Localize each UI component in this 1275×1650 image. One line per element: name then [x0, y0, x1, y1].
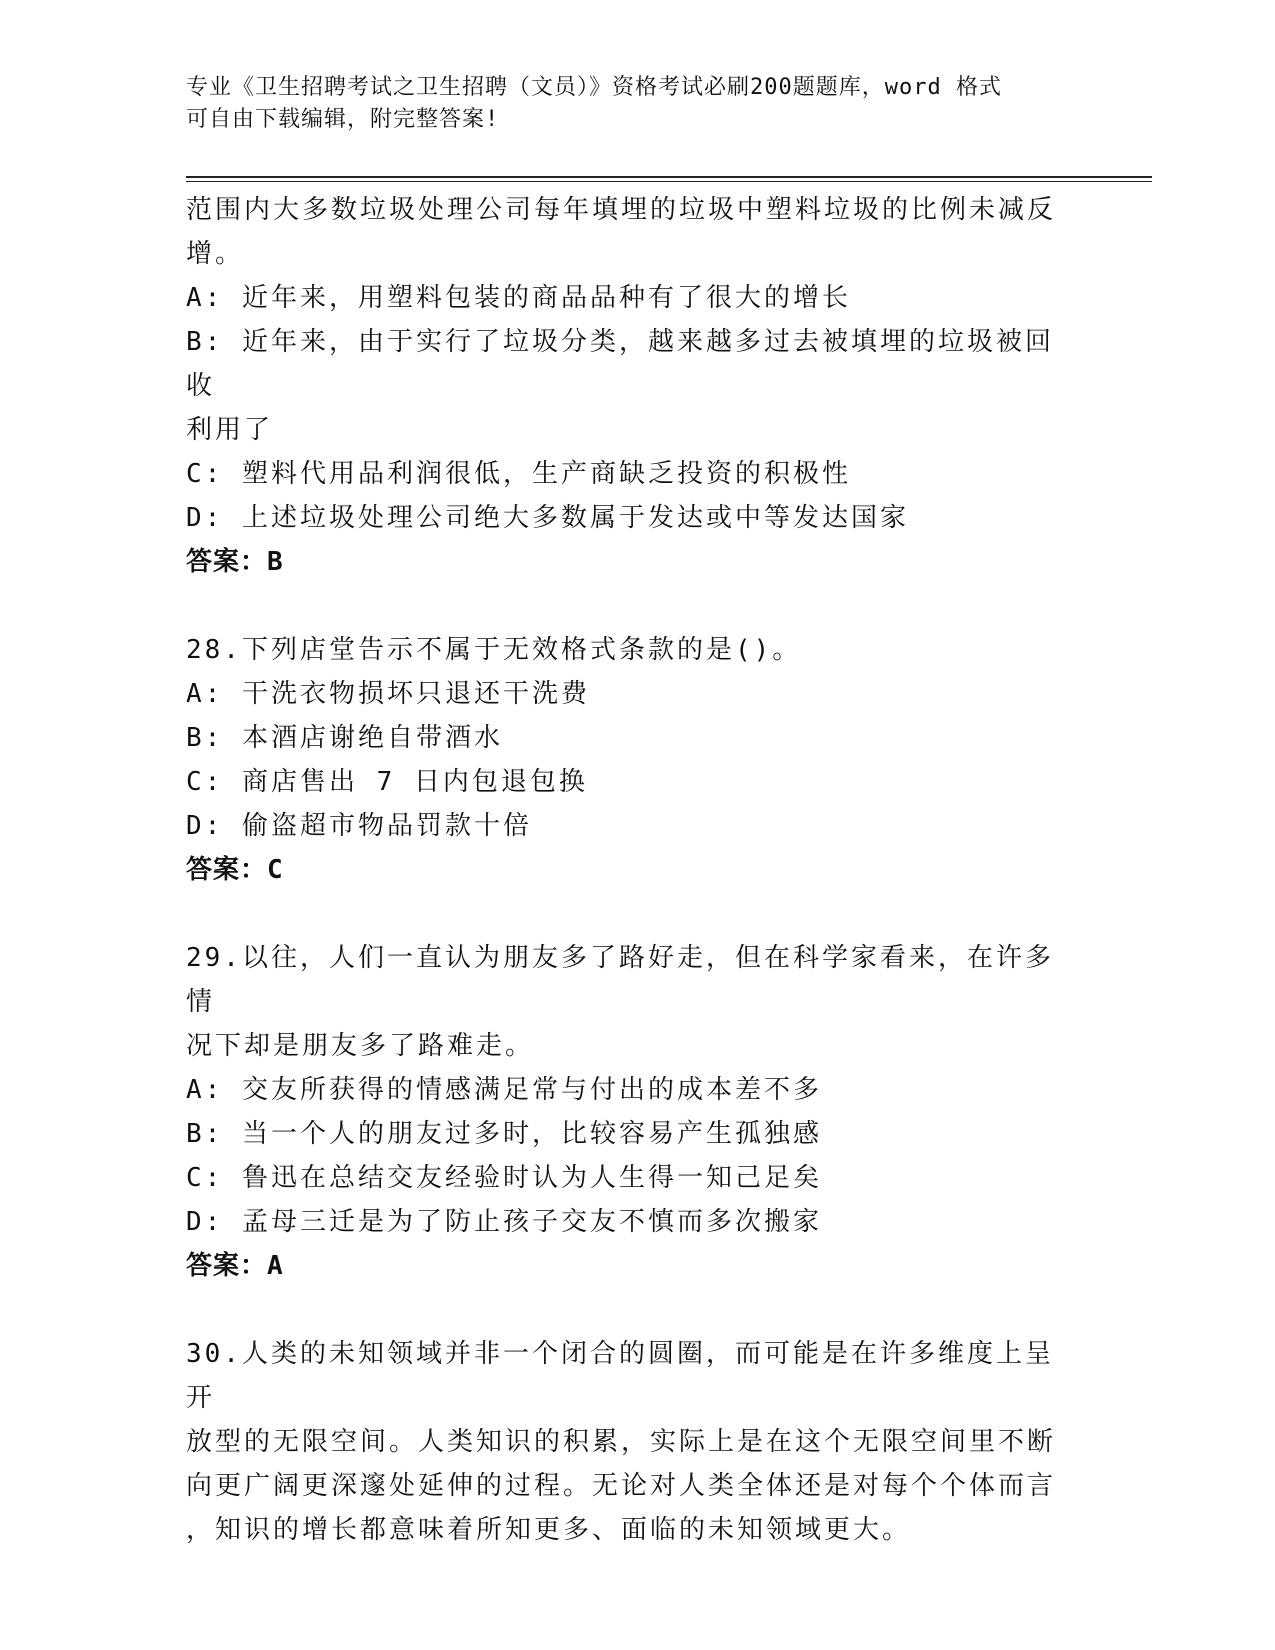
- question-text: 29.以往，人们一直认为朋友多了路好走，但在科学家看来，在许多情: [186, 943, 1054, 1017]
- answer: 答案：A: [186, 1251, 284, 1281]
- spacer: [186, 584, 1066, 628]
- document-body: [186, 188, 1066, 1552]
- option-a: A: 干洗衣物损坏只退还干洗费: [186, 679, 590, 709]
- spacer: [186, 1288, 1066, 1332]
- question-text: 30.人类的未知领域并非一个闭合的圆圈，而可能是在许多维度上呈开: [186, 1339, 1054, 1413]
- option-a: A: 近年来，用塑料包装的商品品种有了很大的增长: [186, 283, 851, 313]
- option-c: C: 商店售出 7 日内包退包换: [186, 767, 588, 797]
- header-divider-thick: [186, 176, 1152, 178]
- option-c: C: 塑料代用品利润很低，生产商缺乏投资的积极性: [186, 459, 851, 489]
- question-text: ，知识的增长都意味着所知更多、面临的未知领域更大。: [186, 1515, 912, 1545]
- option-d: D: 上述垃圾处理公司绝大多数属于发达或中等发达国家: [186, 503, 909, 533]
- question-27: [186, 188, 1066, 584]
- option-b: B: 本酒店谢绝自带酒水: [186, 723, 503, 753]
- question-text: 28.下列店堂告示不属于无效格式条款的是()。: [186, 635, 802, 665]
- header-line-2: 可自由下载编辑，附完整答案!: [186, 107, 500, 132]
- header-divider-thin: [186, 181, 1152, 182]
- question-28: [186, 628, 1066, 892]
- question-29: [186, 936, 1066, 1288]
- question-text: 向更广阔更深邃处延伸的过程。无论对人类全体还是对每个个体而言: [186, 1471, 1057, 1501]
- option-b: 利用了: [186, 415, 274, 445]
- option-b: B: 当一个人的朋友过多时，比较容易产生孤独感: [186, 1119, 822, 1149]
- option-d: D: 孟母三迁是为了防止孩子交友不慎而多次搬家: [186, 1207, 822, 1237]
- option-d: D: 偷盗超市物品罚款十倍: [186, 811, 532, 841]
- question-text: 况下却是朋友多了路难走。: [186, 1031, 535, 1061]
- option-b: B: 近年来，由于实行了垃圾分类，越来越多过去被填埋的垃圾被回收: [186, 327, 1054, 401]
- spacer: [186, 892, 1066, 936]
- header-line-1: 专业《卫生招聘考试之卫生招聘（文员）》资格考试必刷200题题库，word 格式: [186, 75, 1002, 100]
- question-30: [186, 1332, 1066, 1552]
- answer: 答案：C: [186, 855, 284, 885]
- answer: 答案：B: [186, 547, 284, 577]
- question-text: 增。: [186, 239, 245, 269]
- question-text: 范围内大多数垃圾处理公司每年填埋的垃圾中塑料垃圾的比例未减反: [186, 195, 1057, 225]
- option-c: C: 鲁迅在总结交友经验时认为人生得一知己足矣: [186, 1163, 822, 1193]
- option-a: A: 交友所获得的情感满足常与付出的成本差不多: [186, 1075, 822, 1105]
- question-text: 放型的无限空间。人类知识的积累，实际上是在这个无限空间里不断: [186, 1427, 1057, 1457]
- document-header: [186, 72, 1066, 136]
